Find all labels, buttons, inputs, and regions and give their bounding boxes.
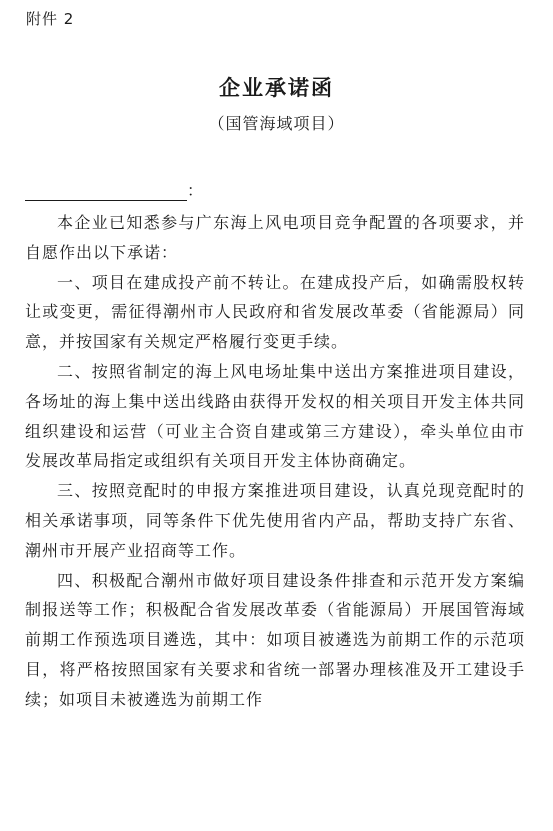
addressee-colon: ：	[187, 181, 204, 200]
addressee-line	[25, 178, 203, 201]
addressee-blank	[25, 182, 187, 201]
paragraph-intro: 本企业已知悉参与广东海上风电项目竞争配置的各项要求，并自愿作出以下承诺：	[25, 213, 525, 262]
paragraph-commitment-4: 四、积极配合潮州市做好项目建设条件排查和示范开发方案编制报送等工作；积极配合省发展改革委（省能源局）开展国管海域前期工作预选项目遴选，其中：如项目被遴选为前期工作的示范项目，将严格按照国家有关要求和省统一部署办理核准及开工建设手续；如项目未被遴选为前期工作	[25, 570, 525, 709]
attachment-label: 附件 2	[26, 10, 75, 28]
letter-body	[25, 208, 525, 715]
paragraph-commitment-3: 三、按照竞配时的申报方案推进项目建设，认真兑现竞配时的相关承诺事项，同等条件下优先使用省内产品，帮助支持广东省、潮州市开展产业招商等工作。	[25, 481, 525, 560]
document-title: 企业承诺函	[219, 76, 334, 100]
document-subtitle: （国管海域项目）	[208, 114, 345, 133]
paragraph-commitment-1: 一、项目在建成投产前不转让。在建成投产后，如确需股权转让或变更，需征得潮州市人民政府和省发展改革委（省能源局）同意，并按国家有关规定严格履行变更手续。	[25, 272, 525, 352]
paragraph-commitment-2: 二、按照省制定的海上风电场址集中送出方案推进项目建设，各场址的海上集中送出线路由获得开发权的相关项目开发主体共同组织建设和运营（可业主合资自建或第三方建设），牵头单位由市发展改革局指定或组织有关项目开发主体协商确定。	[25, 361, 525, 471]
